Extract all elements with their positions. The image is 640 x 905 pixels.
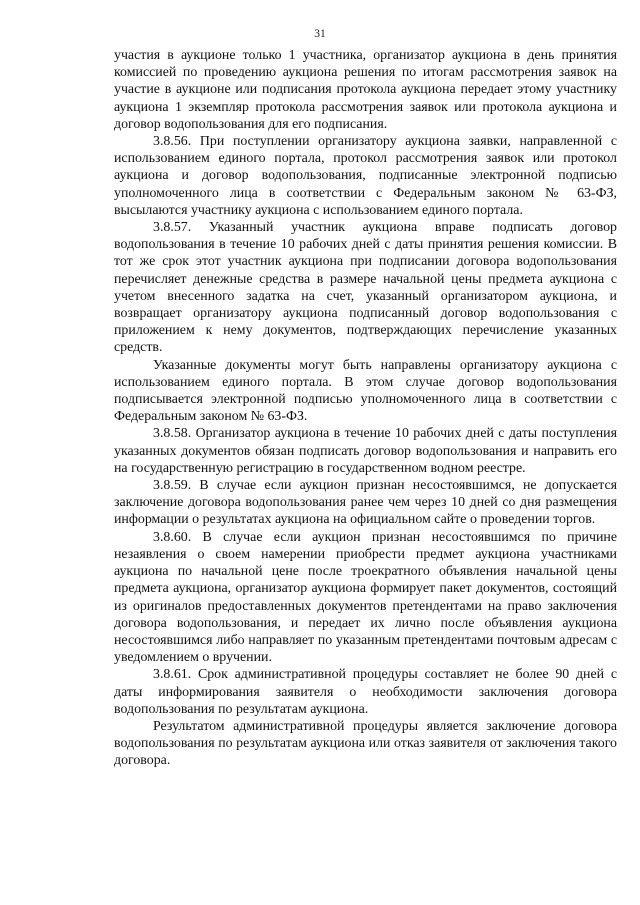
document-body: [114, 47, 617, 770]
paragraph-3-8-60: 3.8.60. В случае если аукцион признан несостоявшимся по причине незаявления о своем намерении приобрести предмет аукциона участниками аукциона по начальной цене после троекратного объявления начальной цены предмета аукциона, организатор аукциона формирует пакет документов, состоящий из оригиналов предоставленных документов претендентами на право заключения договора водопользования, и передает их лично после объявления аукциона несостоявшимся либо направляет по указанным претендентами почтовым адресам с уведомлением о вручении.: [114, 529, 617, 666]
page-number: 31: [314, 28, 326, 40]
paragraph-3-8-57: 3.8.57. Указанный участник аукциона вправе подписать договор водопользования в течение 10 рабочих дней с даты принятия решения комиссии. В тот же срок этот участник аукциона при подписании договора водопользования перечисляет денежные средства в размере начальной цены предмета аукциона с учетом внесенного задатка на счет, указанный организатором аукциона, и возвращает организатору аукциона подписанный договор водопользования с приложением к нему документов, подтверждающих перечисление указанных средств.: [114, 220, 617, 356]
paragraph-3-8-59: 3.8.59. В случае если аукцион признан несостоявшимся, не допускается заключение договора водопользования ранее чем через 10 дней со дня размещения информации о результатах аукциона на официальном сайте о проведении торгов.: [114, 478, 617, 528]
paragraph-continuation: участия в аукционе только 1 участника, организатор аукциона в день принятия комиссией по проведению аукциона решения по итогам рассмотрения заявок на участие в аукционе или подписания протокола аукциона передает этому участнику аукциона 1 экземпляр протокола рассмотрения заявок или протокола аукциона и договор водопользования для его подписания.: [114, 48, 617, 132]
paragraph-3-8-61: 3.8.61. Срок административной процедуры составляет не более 90 дней с даты информирования заявителя о необходимости заключения договора водопользования по результатам аукциона.: [114, 667, 617, 717]
paragraph-result: Результатом административной процедуры является заключение договора водопользования по результатам аукциона или отказ заявителя от заключения такого договора.: [114, 718, 617, 769]
paragraph-documents-via-portal: Указанные документы могут быть направлены организатору аукциона с использованием единого портала. В этом случае договор водопользования подписывается электронной подписью уполномоченного лица в соответствии с Федеральным законом № 63-ФЗ.: [114, 357, 617, 425]
paragraph-3-8-58: 3.8.58. Организатор аукциона в течение 10 рабочих дней с даты поступления указанных документов обязан подписать договор водопользования и направить его на государственную регистрацию в государственном водном реестре.: [114, 426, 617, 476]
paragraph-3-8-56: 3.8.56. При поступлении организатору аукциона заявки, направленной с использованием единого портала, протокол рассмотрения заявок или протокол аукциона и договор водопользования, подписанные электронной подписью уполномоченного лица в соответствии с Федеральным законом № 63-ФЗ, высылаются участнику аукциона с использованием единого портала.: [114, 134, 617, 218]
